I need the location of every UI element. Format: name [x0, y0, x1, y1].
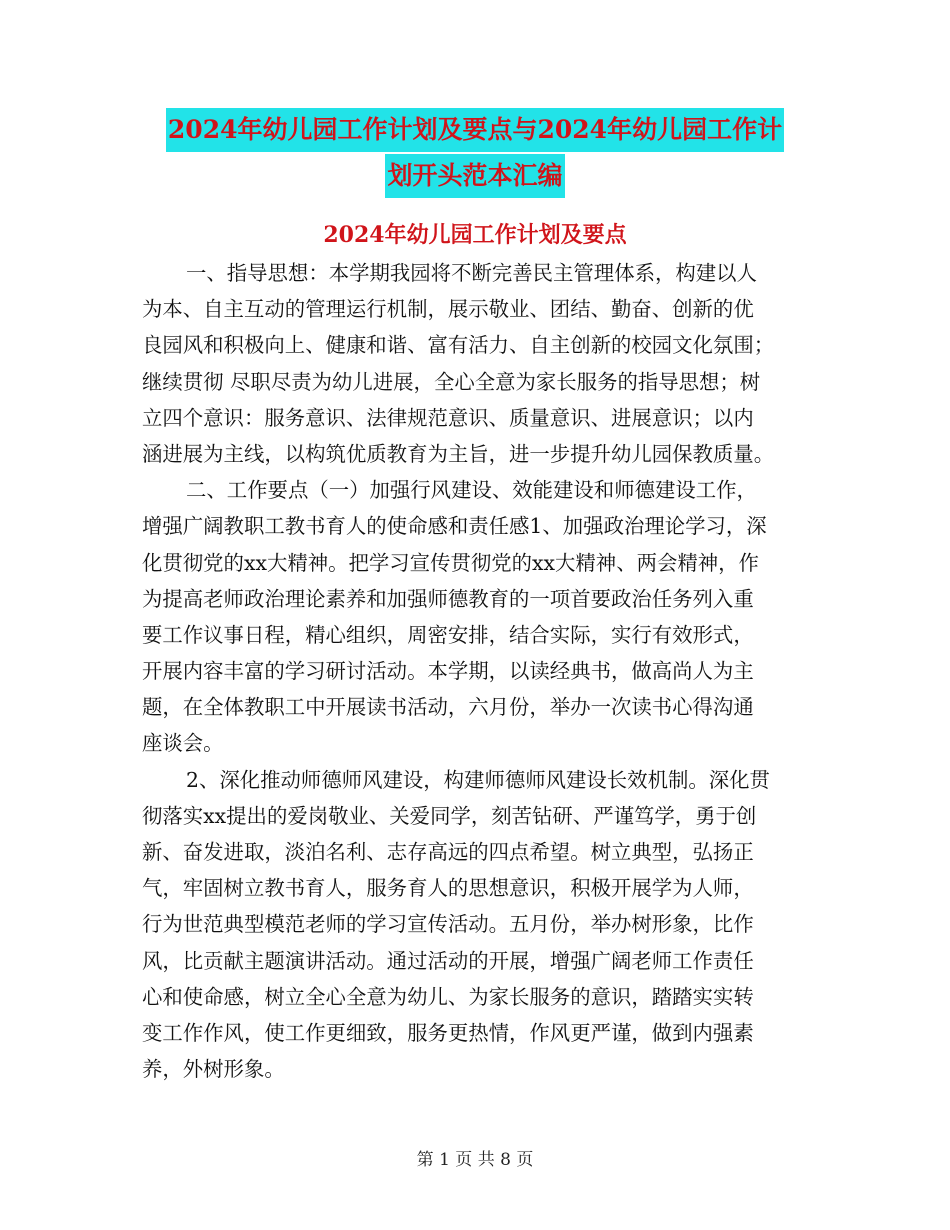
body-line: 心和使命感，树立全心全意为幼儿、为家长服务的意识，踏踏实实转: [142, 984, 754, 1009]
body-line: 行为世范典型模范老师的学习宣传活动。五月份，举办树形象，比作: [142, 912, 754, 937]
body-line: 风，比贡献主题演讲活动。通过活动的开展，增强广阔老师工作责任: [142, 948, 754, 973]
body-line: 要工作议事日程，精心组织，周密安排，结合实际，实行有效形式，: [142, 622, 754, 647]
title-line-1: 2024年幼儿园工作计划及要点与2024年幼儿园工作计: [166, 108, 784, 152]
document-body: [142, 255, 810, 1087]
document-title: [140, 108, 810, 200]
body-line: 座谈会。: [142, 731, 224, 756]
body-line: 养，外树形象。: [142, 1057, 285, 1082]
body-line: 一、指导思想：本学期我园将不断完善民主管理体系，构建以人: [186, 261, 757, 285]
body-line: 良园风和积极向上、健康和谐、富有活力、自主创新的校园文化氛围；: [142, 333, 775, 358]
body-line: 彻落实xx提出的爱岗敬业、关爱同学，刻苦钻研、严谨笃学，勇于创: [142, 803, 757, 828]
body-line: 为本、自主互动的管理运行机制，展示敬业、团结、勤奋、创新的优: [142, 297, 754, 322]
body-line: 题，在全体教职工中开展读书活动，六月份，举办一次读书心得沟通: [142, 695, 754, 720]
body-line: 为提高老师政治理论素养和加强师德教育的一项首要政治任务列入重: [142, 586, 754, 611]
body-line: 增强广阔教职工教书育人的使命感和责任感1、加强政治理论学习，深: [142, 514, 767, 539]
body-line: 2、深化推动师德师风建设，构建师德师风建设长效机制。深化贯: [186, 767, 770, 792]
section-heading: 2024年幼儿园工作计划及要点: [323, 222, 627, 248]
body-line: 化贯彻党的xx大精神。把学习宣传贯彻党的xx大精神、两会精神，作: [142, 550, 759, 575]
body-line: 二、工作要点（一）加强行风建设、效能建设和师德建设工作，: [186, 478, 757, 503]
title-line-2: 划开头范本汇编: [385, 154, 564, 198]
body-line: 气，牢固树立教书育人，服务育人的思想意识，积极开展学为人师，: [142, 876, 754, 901]
page-footer: 第 1 页 共 8 页: [416, 1150, 534, 1170]
body-line: 继续贯彻 尽职尽责为幼儿进展，全心全意为家长服务的指导思想；树: [142, 369, 761, 394]
body-line: 新、奋发进取，淡泊名利、志存高远的四点希望。树立典型，弘扬正: [142, 840, 754, 864]
body-line: 变工作作风，使工作更细致，服务更热情，作风更严谨，做到内强素: [142, 1020, 754, 1045]
body-line: 立四个意识：服务意识、法律规范意识、质量意识、进展意识；以内: [142, 405, 754, 430]
body-line: 开展内容丰富的学习研讨活动。本学期，以读经典书，做高尚人为主: [142, 659, 754, 684]
body-line: 涵进展为主线，以构筑优质教育为主旨，进一步提升幼儿园保教质量。: [142, 441, 775, 466]
